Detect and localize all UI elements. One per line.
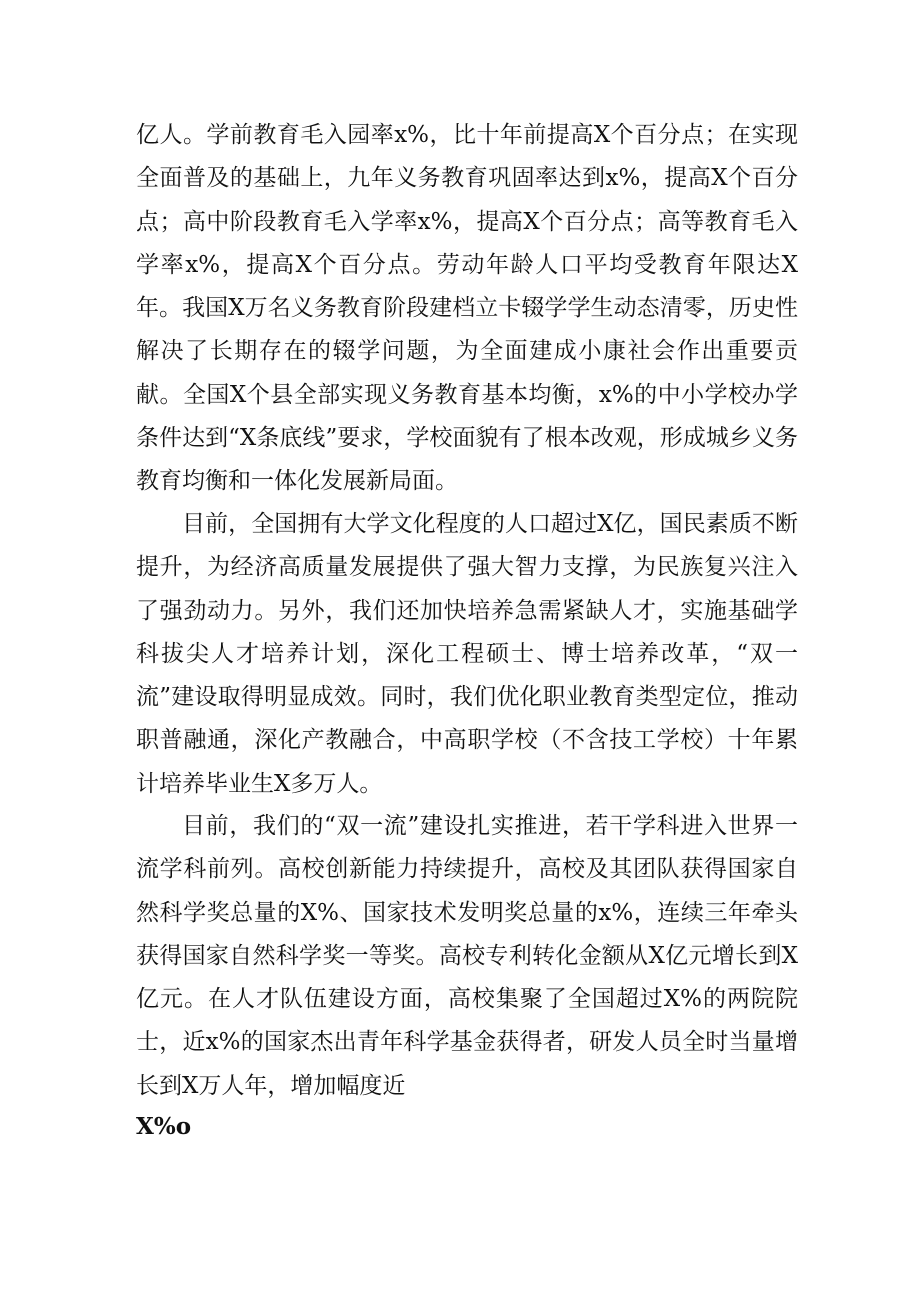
paragraph-2 bbox=[136, 503, 798, 806]
paragraph-1 bbox=[136, 114, 798, 504]
paragraph-tail-text: X%o bbox=[136, 1113, 192, 1140]
paragraph-3-text: 目前，我们的“双一流”建设扎实推进，若干学科进入世界一流学科前列。高校创新能力持续提升，高校及其团队获得国家自然科学奖总量的X%、国家技术发明奖总量的x%，连续三年牵头获得国家自然科学奖一等奖。高校专利转化金额从X亿元增长到X亿元。在人才队伍建设方面，高校集聚了全国超过X%的两院院士，近x%的国家杰出青年科学基金获得者，研发人员全时当量增长到X万人年，增加幅度近 bbox=[136, 813, 798, 1099]
paragraph-2-text: 目前，全国拥有大学文化程度的人口超过X亿，国民素质不断提升，为经济高质量发展提供了强大智力支撑，为民族复兴注入了强劲动力。另外，我们还加快培养急需紧缺人才，实施基础学科拔尖人才培养计划，深化工程硕士、博士培养改革，“双一流”建设取得明显成效。同时，我们优化职业教育类型定位，推动职普融通，深化产教融合，中高职学校（不含技工学校）十年累计培养毕业生X多万人。 bbox=[136, 511, 798, 797]
paragraph-1-text: 亿人。学前教育毛入园率x%，比十年前提高X个百分点；在实现全面普及的基础上，九年义务教育巩固率达到x%，提高X个百分点；高中阶段教育毛入学率x%，提高X个百分点；高等教育毛入学率x%，提高X个百分点。劳动年龄人口平均受教育年限达X年。我国X万名义务教育阶段建档立卡辍学学生动态清零，历史性解决了长期存在的辍学问题，为全面建成小康社会作出重要贡献。全国X个县全部实现义务教育基本均衡，x%的中小学校办学条件达到“X条底线”要求，学校面貌有了根本改观，形成城乡义务教育均衡和一体化发展新局面。 bbox=[136, 122, 798, 495]
paragraph-tail bbox=[136, 1105, 798, 1148]
paragraph-3 bbox=[136, 805, 798, 1108]
